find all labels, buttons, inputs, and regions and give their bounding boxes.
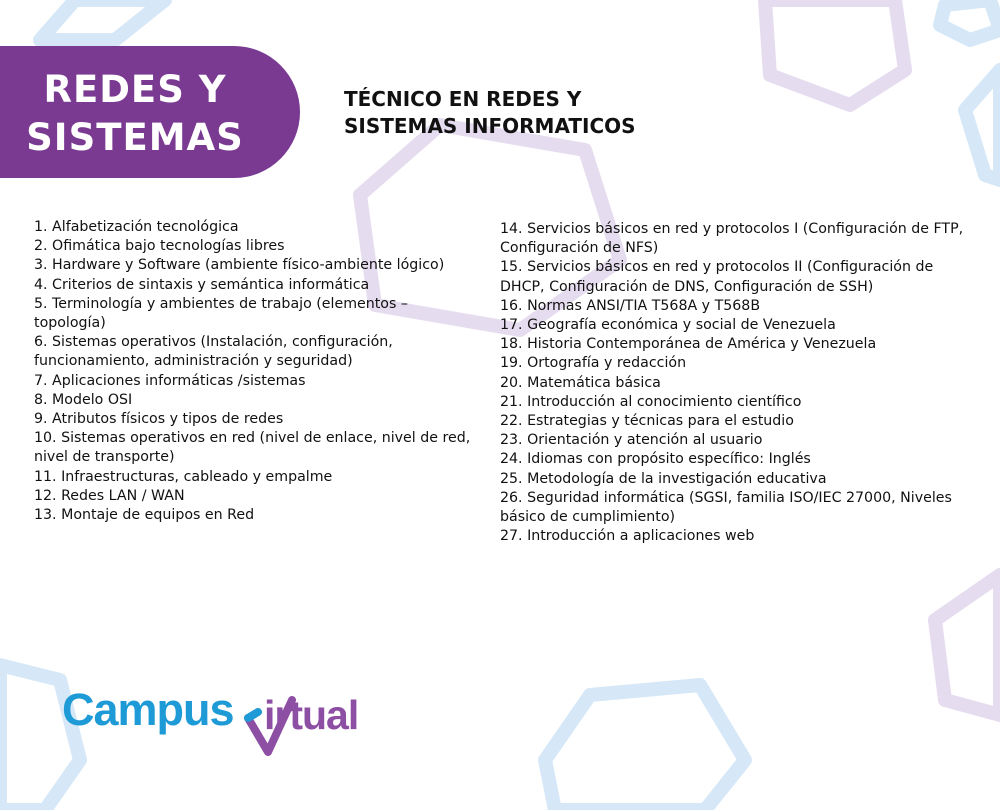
hexagon-decor bbox=[965, 70, 1000, 180]
logo-word-campus: Campus bbox=[62, 684, 234, 735]
hexagon-decor bbox=[40, 0, 165, 40]
hexagon-decor bbox=[545, 685, 745, 810]
hexagon-decor bbox=[935, 575, 1000, 715]
list-item: 12. Redes LAN / WAN bbox=[34, 487, 185, 504]
list-item: 19. Ortografía y redacción bbox=[500, 355, 687, 372]
list-item: 6. Sistemas operativos (Instalación, configuración, funcionamiento, administración y seguridad) bbox=[34, 334, 393, 370]
list-item: 26. Seguridad informática (SGSI, familia ISO/IEC 27000, Niveles básico de cumplimiento) bbox=[500, 489, 952, 526]
subjects-list-left bbox=[34, 218, 474, 525]
list-item: 22. Estrategias y técnicas para el estudio bbox=[500, 413, 794, 430]
list-item: 5. Terminología y ambientes de trabajo (elementos – topología) bbox=[34, 295, 408, 332]
list-item: 16. Normas ANSI/TIA T568A y T568B bbox=[500, 297, 761, 314]
program-title bbox=[344, 86, 764, 140]
list-item: 3. Hardware y Software (ambiente físico-ambiente lógico) bbox=[34, 257, 445, 274]
list-item: 1. Alfabetización tecnológica bbox=[34, 219, 239, 235]
list-item: 7. Aplicaciones informáticas /sistemas bbox=[34, 372, 306, 389]
list-item: 18. Historia Contemporánea de América y Venezuela bbox=[500, 336, 877, 353]
list-item: 27. Introducción a aplicaciones web bbox=[500, 528, 755, 545]
program-title-line-1: TÉCNICO EN REDES Y bbox=[344, 87, 582, 111]
list-item: 11. Infraestructuras, cableado y empalme bbox=[34, 468, 333, 485]
list-item: 17. Geografía económica y social de Venezuela bbox=[500, 317, 836, 334]
badge-line-1: REDES Y bbox=[43, 68, 227, 111]
list-item: 25. Metodología de la investigación educativa bbox=[500, 470, 827, 487]
list-item: 14. Servicios básicos en red y protocolos I (Configuración de FTP, Configuración de NFS) bbox=[500, 221, 964, 257]
campus-virtual-logo bbox=[62, 680, 402, 760]
list-item: 9. Atributos físicos y tipos de redes bbox=[34, 411, 284, 428]
list-item: 15. Servicios básicos en red y protocolos II (Configuración de DHCP, Configuración de DNS, Configuración de SSH) bbox=[500, 259, 934, 295]
list-item: 21. Introducción al conocimiento científico bbox=[500, 393, 802, 410]
list-item: 10. Sistemas operativos en red (nivel de enlace, nivel de red, nivel de transporte) bbox=[34, 430, 471, 466]
list-item: 23. Orientación y atención al usuario bbox=[500, 432, 763, 449]
program-badge bbox=[0, 46, 300, 178]
list-item: 2. Ofimática bajo tecnologías libres bbox=[34, 238, 285, 255]
list-item: 13. Montaje de equipos en Red bbox=[34, 507, 255, 524]
list-item: 8. Modelo OSI bbox=[34, 391, 133, 408]
list-item: 4. Criterios de sintaxis y semántica informática bbox=[34, 276, 370, 293]
logo-word-virtual: irtual bbox=[264, 692, 359, 738]
subjects-list-right bbox=[500, 220, 980, 546]
program-title-line-2: SISTEMAS INFORMATICOS bbox=[344, 114, 636, 138]
hexagon-decor bbox=[940, 0, 1000, 40]
list-item: 20. Matemática básica bbox=[500, 374, 661, 391]
badge-line-2: SISTEMAS bbox=[26, 116, 244, 159]
hexagon-decor bbox=[765, 0, 905, 105]
list-item: 24. Idiomas con propósito específico: Inglés bbox=[500, 451, 811, 468]
